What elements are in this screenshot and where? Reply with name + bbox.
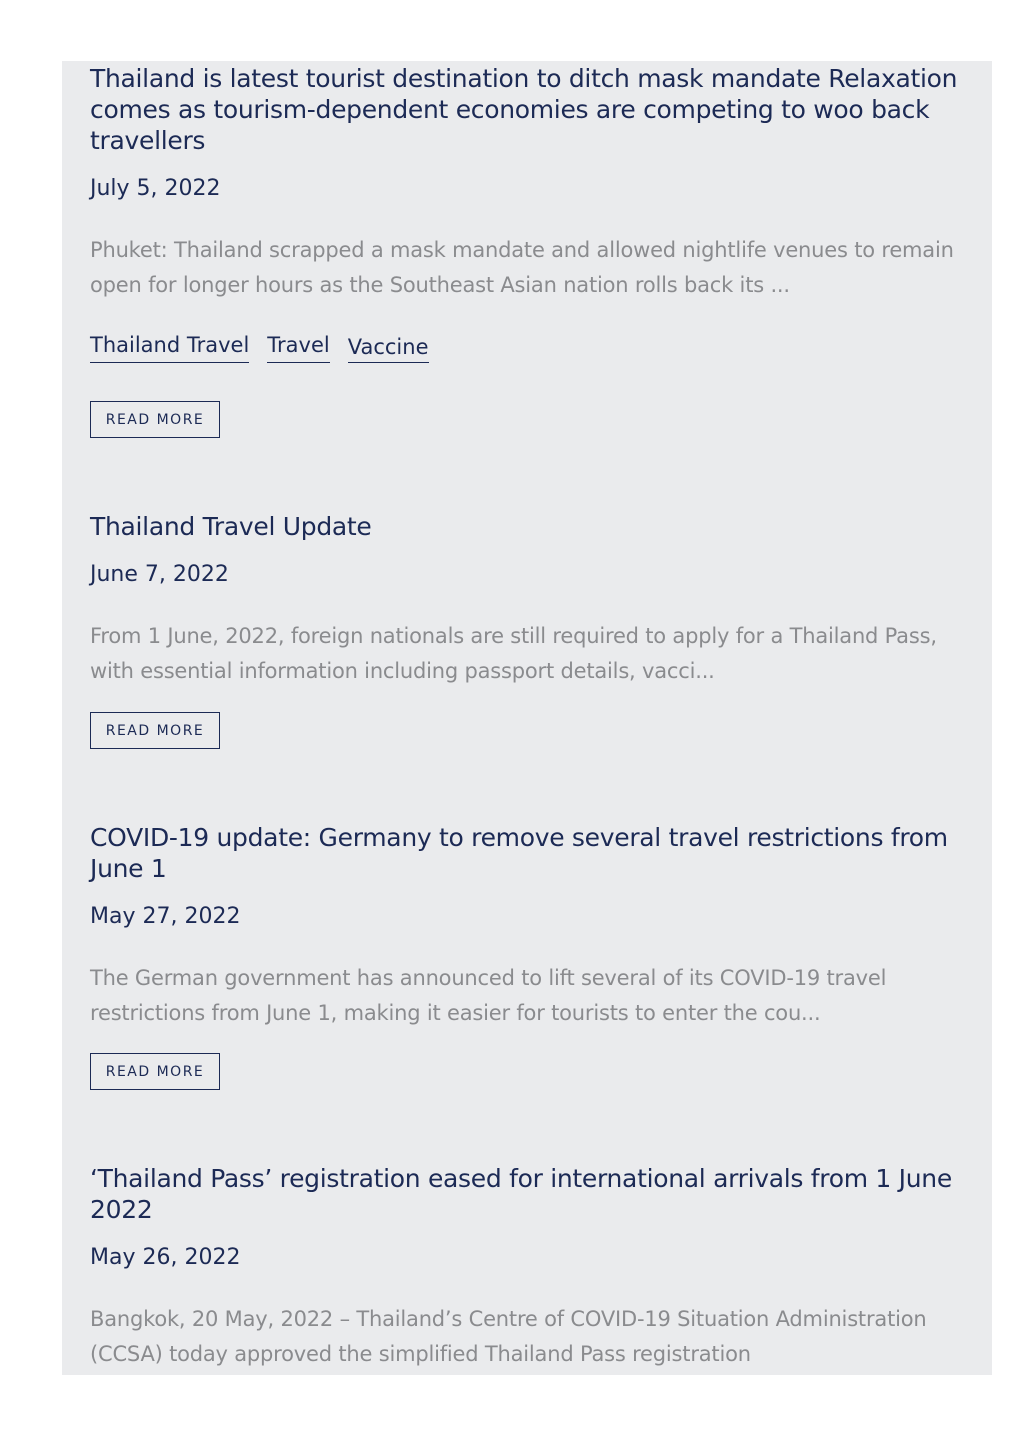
post-title-link[interactable]: Thailand is latest tourist destination to ditch mask mandate Relaxation comes as tourism-dependent economies are competing to woo back travellers	[90, 64, 958, 155]
tag-vaccine[interactable]: Vaccine	[348, 333, 429, 363]
post-title-link[interactable]: COVID-19 update: Germany to remove several travel restrictions from June 1	[90, 823, 948, 883]
news-post	[90, 63, 960, 428]
news-list-panel	[62, 61, 992, 1375]
post-date: May 26, 2022	[90, 1245, 241, 1270]
news-post	[90, 511, 960, 739]
read-more-button[interactable]: READ MORE	[90, 401, 220, 438]
post-excerpt: The German government has announced to lift several of its COVID-19 travel restrictions from June 1, making it easier for tourists to enter the cou...	[90, 966, 887, 1025]
post-excerpt: From 1 June, 2022, foreign nationals are still required to apply for a Thailand Pass, with essential information including passport details, vacci...	[90, 624, 937, 683]
post-title-link[interactable]: Thailand Travel Update	[90, 512, 372, 541]
news-post	[90, 1163, 960, 1366]
tag-thailand-travel[interactable]: Thailand Travel	[90, 331, 249, 363]
post-date: May 27, 2022	[90, 904, 241, 929]
read-more-button[interactable]: READ MORE	[90, 712, 220, 749]
post-excerpt: Phuket: Thailand scrapped a mask mandate and allowed nightlife venues to remain open for longer hours as the Southeast Asian nation rolls back its ...	[90, 238, 954, 297]
post-date: July 5, 2022	[90, 176, 221, 201]
post-title-link[interactable]: ‘Thailand Pass’ registration eased for international arrivals from 1 June 2022	[90, 1164, 952, 1224]
tag-travel[interactable]: Travel	[267, 331, 329, 363]
read-more-button[interactable]: READ MORE	[90, 1053, 220, 1090]
post-tags	[90, 331, 429, 363]
news-post	[90, 822, 960, 1080]
post-date: June 7, 2022	[90, 562, 229, 587]
post-excerpt: Bangkok, 20 May, 2022 – Thailand’s Centre of COVID-19 Situation Administration (CCSA) today approved the simplified Thailand Pass registration	[90, 1307, 927, 1366]
